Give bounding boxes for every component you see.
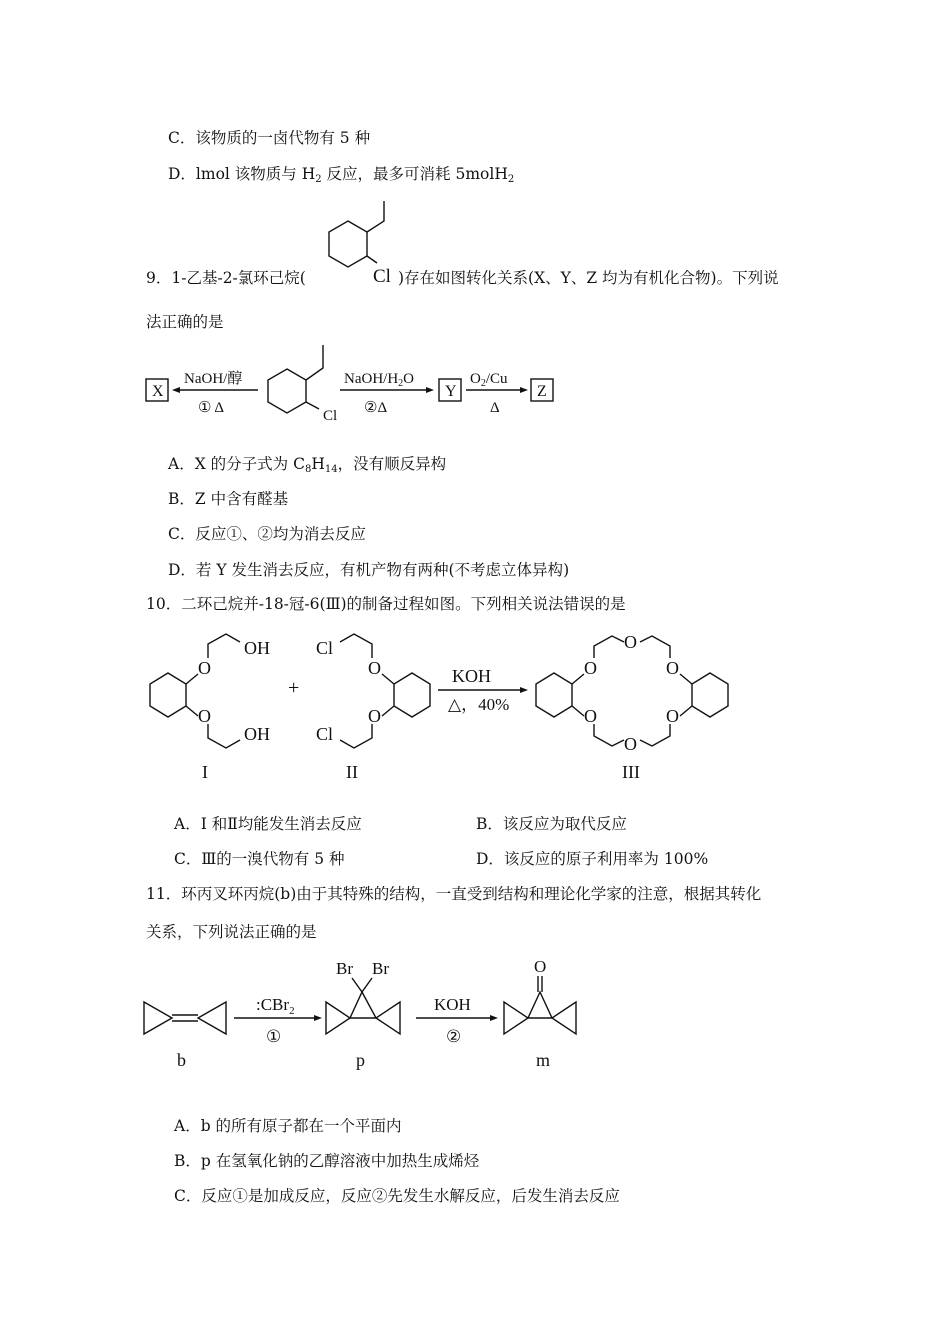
- q11-option-c: C．反应①是加成反应，反应②先发生水解反应，后发生消去反应: [174, 1187, 620, 1205]
- q11-r1-bottom: ①: [266, 1027, 282, 1046]
- q11-m-o: O: [534, 957, 547, 976]
- q9-inline-cl-bond: [367, 256, 377, 263]
- q11-r1-top: :CBr$_2$: [256, 995, 295, 1017]
- q10-iii-ring-left: [536, 673, 572, 717]
- q9-r3-bottom: Δ: [490, 400, 500, 416]
- q10-label-ii: II: [346, 762, 358, 782]
- q9-scheme: [140, 338, 560, 428]
- q10-option-b: B．该反应为取代反应: [476, 815, 627, 833]
- q9-ring: [268, 369, 306, 413]
- q9-r1-bottom: ① Δ: [198, 400, 225, 416]
- q10-ii-cl1: Cl: [316, 638, 334, 658]
- q11-arrow1-head: [314, 1015, 322, 1021]
- q10-condition: △，40%: [448, 695, 510, 714]
- q9-y: Y: [445, 383, 457, 400]
- q10-iii-o2: O: [584, 706, 597, 726]
- q9-cl: Cl: [323, 408, 338, 424]
- q10-reagent: KOH: [452, 666, 491, 686]
- q11-m-ring-right: [552, 1002, 576, 1034]
- q9-r1-top: NaOH/醇: [184, 371, 243, 387]
- q11-label-b: b: [177, 1050, 186, 1070]
- q9-inline-structure: [305, 196, 400, 286]
- q10-ii-o1: O: [368, 658, 381, 678]
- q10-iii-o-bottom: O: [624, 734, 637, 754]
- q10-i-ring: [150, 673, 186, 717]
- q11-b-ring-left: [144, 1002, 172, 1034]
- q9-arrow1-head: [172, 387, 180, 393]
- q11-m-ring-mid: [528, 992, 552, 1018]
- q9-cl-bond: [306, 402, 319, 409]
- q9-r2-bottom: ②Δ: [364, 400, 388, 416]
- q9-stem-part1: 9．1-乙基-2-氯环己烷(: [146, 269, 306, 287]
- q10-i-oh2: OH: [244, 724, 270, 744]
- q10-ii-bond-o1: [382, 674, 394, 684]
- q11-arrow2-head: [490, 1015, 498, 1021]
- q11-p-br1: Br: [336, 959, 353, 978]
- q11-p-ring-mid: [350, 992, 376, 1018]
- q10-ii-o2: O: [368, 706, 381, 726]
- q11-m-ring-left: [504, 1002, 528, 1034]
- q11-scheme: [140, 952, 600, 1072]
- q11-p-br-bond2: [362, 978, 372, 992]
- q11-label-p: p: [356, 1050, 365, 1070]
- q11-label-m: m: [536, 1050, 551, 1070]
- q9-inline-cl: Cl: [373, 266, 391, 287]
- q9-z: Z: [537, 383, 547, 400]
- q10-i-o1: O: [198, 658, 211, 678]
- q9-inline-ethyl: [367, 201, 384, 232]
- q11-r2-bottom: ②: [446, 1027, 462, 1046]
- q10-iii-o4: O: [666, 706, 679, 726]
- q11-p-ring-right: [376, 1002, 400, 1034]
- q9-inline-ring: [329, 221, 367, 267]
- q10-plus: +: [288, 677, 300, 699]
- q10-option-d: D．该反应的原子利用率为 100%: [476, 850, 709, 868]
- q10-i-bond-o2: [186, 706, 198, 716]
- q10-i-chain1: [208, 634, 240, 658]
- q10-iii-bond3: [680, 674, 692, 684]
- q10-iii-ring-right: [692, 673, 728, 717]
- q9-option-c: C．反应①、②均为消去反应: [168, 525, 366, 543]
- q11-p-ring-left: [326, 1002, 350, 1034]
- q10-ii-chain1: [340, 634, 372, 658]
- q10-iii-o-top: O: [624, 632, 637, 652]
- q10-ii-cl2: Cl: [316, 724, 334, 744]
- q10-i-o2: O: [198, 706, 211, 726]
- q10-iii-chain-bot-right: [640, 724, 670, 746]
- q10-stem: 10．二环己烷并-18-冠-6(Ⅲ)的制备过程如图。下列相关说法错误的是: [146, 595, 626, 613]
- q10-iii-o3: O: [666, 658, 679, 678]
- q9-option-a: A．X 的分子式为 $C_8H_{14}$，没有顺反异构: [168, 455, 447, 475]
- q11-b-ring-right: [198, 1002, 226, 1034]
- q10-label-iii: III: [622, 762, 640, 782]
- q10-iii-chain-top-right: [640, 636, 670, 658]
- q10-i-oh1: OH: [244, 638, 270, 658]
- q11-stem-line2: 关系，下列说法正确的是: [146, 923, 317, 941]
- q9-arrow2-head: [426, 387, 434, 393]
- q10-label-i: I: [202, 762, 208, 782]
- q9-stem-part2: )存在如图转化关系(X、Y、Z 均为有机化合物)。下列说: [398, 269, 779, 287]
- q10-iii-bond4: [680, 706, 692, 716]
- q10-i-bond-o1: [186, 674, 198, 684]
- q9-r2-top: NaOH/$H_2O$: [344, 371, 414, 389]
- q11-stem: 11．环丙叉环丙烷(b)由于其特殊的结构，一直受到结构和理论化学家的注意，根据其转化: [146, 885, 762, 903]
- q9-ethyl: [306, 345, 323, 380]
- q10-iii-bond2: [572, 706, 584, 716]
- q8-option-c: C．该物质的一卤代物有 5 种: [168, 129, 371, 147]
- q10-option-a: A．I 和Ⅱ均能发生消去反应: [174, 815, 362, 833]
- q10-iii-o1: O: [584, 658, 597, 678]
- q11-p-br2: Br: [372, 959, 389, 978]
- q9-x: X: [152, 383, 164, 400]
- q8-option-d: D．lmol 该物质与 $H_2$ 反应，最多可消耗 5molH$_2$: [168, 165, 515, 185]
- q10-scheme: [140, 628, 750, 788]
- q11-option-b: B．p 在氢氧化钠的乙醇溶液中加热生成烯烃: [174, 1152, 480, 1170]
- q10-iii-bond1: [572, 674, 584, 684]
- q10-iii-chain-top-left: [594, 636, 624, 658]
- q10-iii-chain-bot-left: [594, 724, 624, 746]
- q10-ii-bond-o2: [382, 706, 394, 716]
- q11-option-a: A．b 的所有原子都在一个平面内: [174, 1117, 402, 1135]
- q11-r2-top: KOH: [434, 995, 471, 1014]
- q10-ii-chain2: [340, 724, 372, 748]
- q10-arrow-head: [520, 687, 528, 693]
- q10-option-c: C．Ⅲ的一溴代物有 5 种: [174, 850, 345, 868]
- q9-r3-top: $O_2/Cu$: [470, 371, 508, 389]
- q9-option-d: D．若 Y 发生消去反应，有机产物有两种(不考虑立体异构): [168, 561, 570, 579]
- q9-option-b: B．Z 中含有醛基: [168, 490, 289, 508]
- q9-stem-line2: 法正确的是: [146, 313, 224, 331]
- q11-p-br-bond1: [352, 978, 362, 992]
- q10-i-chain2: [208, 724, 240, 748]
- q9-arrow3-head: [520, 387, 528, 393]
- q10-ii-ring: [394, 673, 430, 717]
